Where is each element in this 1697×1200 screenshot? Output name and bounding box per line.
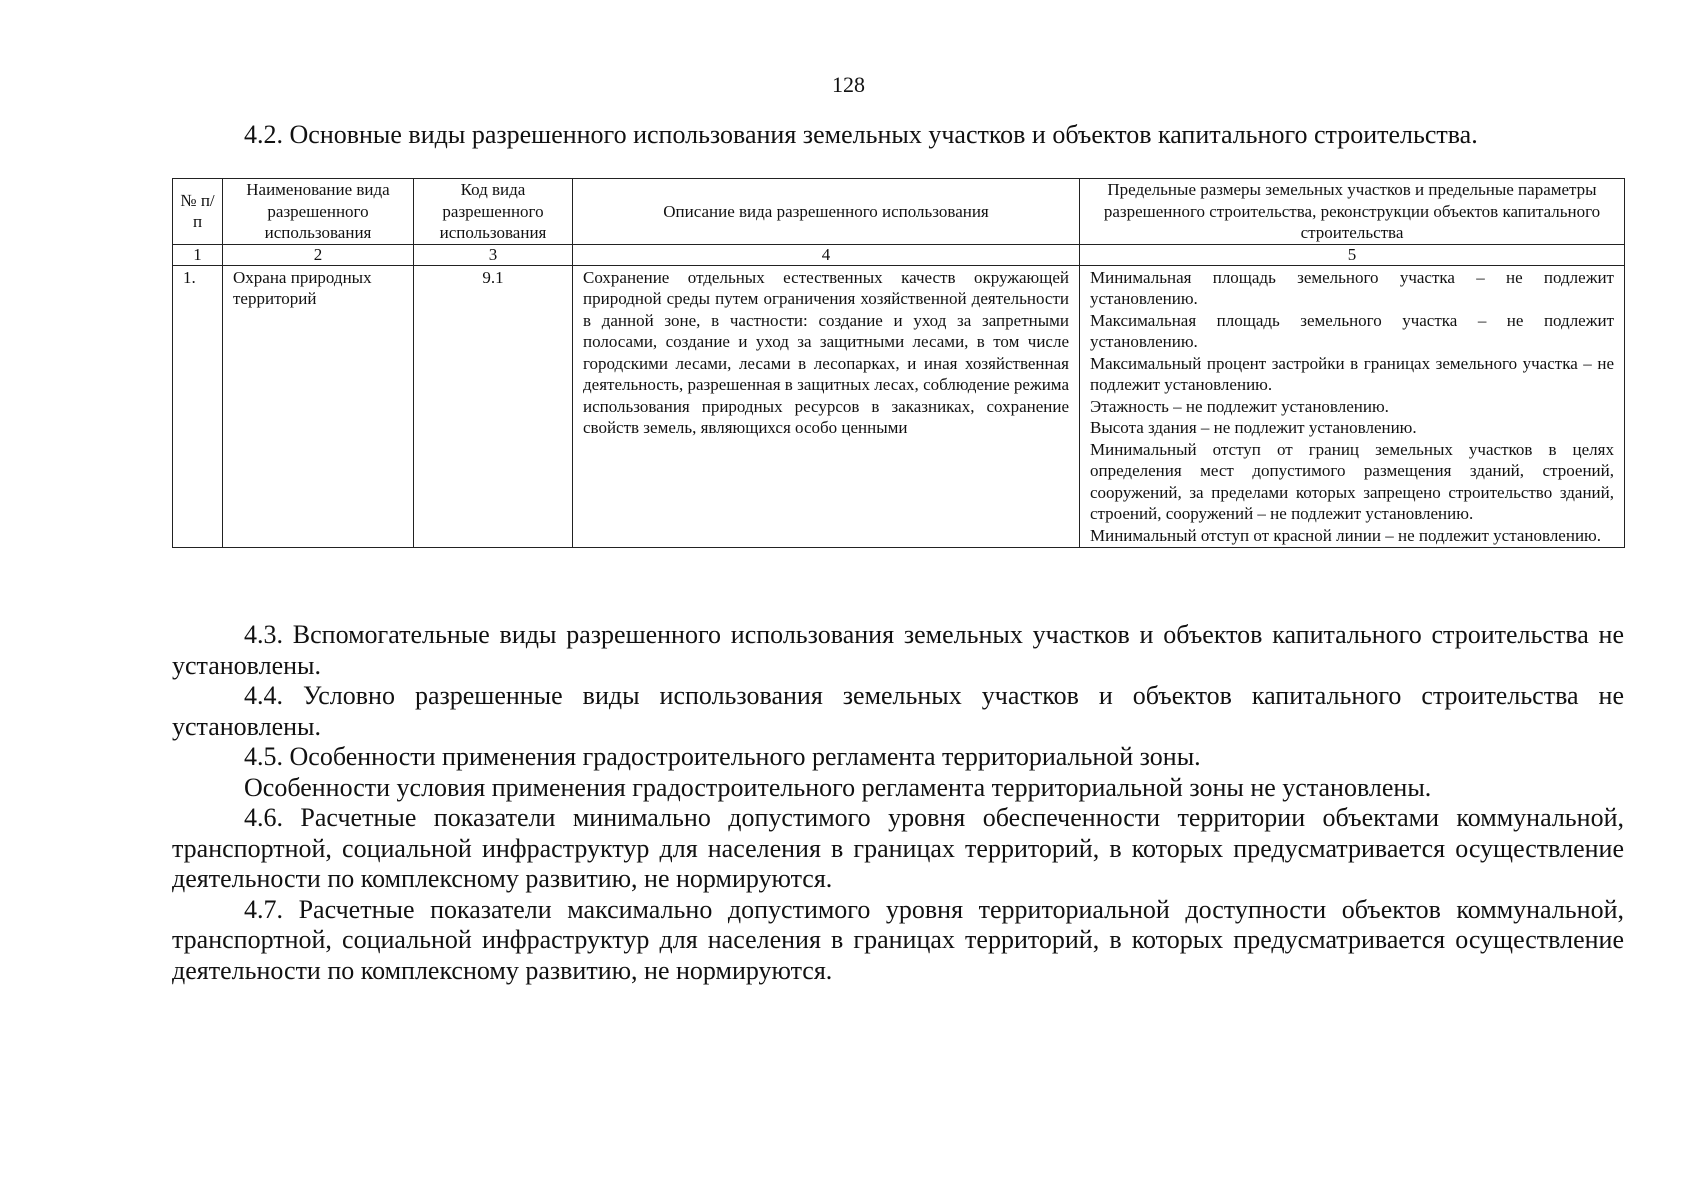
paragraph-4-5: 4.5. Особенности применения градостроительного регламента территориальной зоны. xyxy=(244,742,1201,771)
header-cell-number: № п/п xyxy=(173,179,223,245)
column-number: 4 xyxy=(573,244,1080,265)
column-number: 2 xyxy=(223,244,414,265)
header-cell-limit-params: Предельные размеры земельных участков и предельные параметры разрешенного строительства, реконструкции объектов капитального строительства xyxy=(1080,179,1625,245)
permitted-use-table xyxy=(172,178,1625,548)
header-cell-use-code: Код вида разрешенного использования xyxy=(414,179,573,245)
use-name: Охрана природных территорий xyxy=(223,265,414,548)
table-header-row xyxy=(173,179,1625,245)
param-floors: Этажность – не подлежит установлению. xyxy=(1090,396,1389,416)
use-code: 9.1 xyxy=(414,265,573,548)
page-number: 128 xyxy=(832,72,865,97)
table-row xyxy=(173,265,1625,548)
paragraph-4-4: 4.4. Условно разрешенные виды использования земельных участков и объектов капитального строительства не установлены. xyxy=(172,681,1624,741)
section-heading: 4.2. Основные виды разрешенного использования земельных участков и объектов капитального строительства. xyxy=(244,120,1478,149)
column-number-row xyxy=(173,244,1625,265)
param-height: Высота здания – не подлежит установлению. xyxy=(1090,418,1417,437)
limit-params xyxy=(1080,265,1625,548)
paragraph-4-5-note: Особенности условия применения градостроительного регламента территориальной зоны не установлены. xyxy=(244,772,1432,802)
row-number: 1. xyxy=(173,265,223,548)
param-min-setback-boundaries: Минимальный отступ от границ земельных участков в целях определения мест допустимого размещения зданий, строений, сооружений, за пределами которых запрещено строительство зданий, строений, сооружений – не подлежит установлению. xyxy=(1090,439,1614,523)
paragraph-4-7: 4.7. Расчетные показатели максимально допустимого уровня территориальной доступности объектов коммунальной, транспортной, социальной инфраструктур для населения в границах территорий, в которых предусматривается осуществление деятельности по комплексному развитию, не нормируются. xyxy=(172,894,1624,985)
column-number: 3 xyxy=(414,244,573,265)
param-max-coverage: Максимальный процент застройки в границах земельного участка – не подлежит установлению. xyxy=(1090,353,1614,394)
paragraph-4-3: 4.3. Вспомогательные виды разрешенного использования земельных участков и объектов капитального строительства не установлены. xyxy=(172,620,1624,680)
body-text xyxy=(172,620,1624,986)
header-cell-use-name: Наименование вида разрешенного использования xyxy=(223,179,414,245)
use-description: Сохранение отдельных естественных качеств окружающей природной среды путем ограничения хозяйственной деятельности в данной зоне, в частности: создание и уход за запретными полосами, создание и уход за защитными лесами, в том числе городскими лесами, лесами в лесопарках, и иная хозяйственная деятельность, разрешенная в защитных лесах, соблюдение режима использования природных ресурсов в заказниках, сохранение свойств земель, являющихся особо ценными xyxy=(573,265,1080,548)
column-number: 1 xyxy=(173,244,223,265)
param-min-setback-red-line: Минимальный отступ от красной линии – не подлежит установлению. xyxy=(1090,525,1601,545)
paragraph-4-6: 4.6. Расчетные показатели минимально допустимого уровня обеспеченности территории объектами коммунальной, транспортной, социальной инфраструктур для населения в границах территорий, в которых предусматривается осуществление деятельности по комплексному развитию, не нормируются. xyxy=(172,803,1624,893)
header-cell-use-description: Описание вида разрешенного использования xyxy=(573,179,1080,245)
column-number: 5 xyxy=(1080,244,1625,265)
param-min-area: Минимальная площадь земельного участка – не подлежит установлению. xyxy=(1090,267,1614,308)
param-max-area: Максимальная площадь земельного участка – не подлежит установлению. xyxy=(1090,310,1614,351)
